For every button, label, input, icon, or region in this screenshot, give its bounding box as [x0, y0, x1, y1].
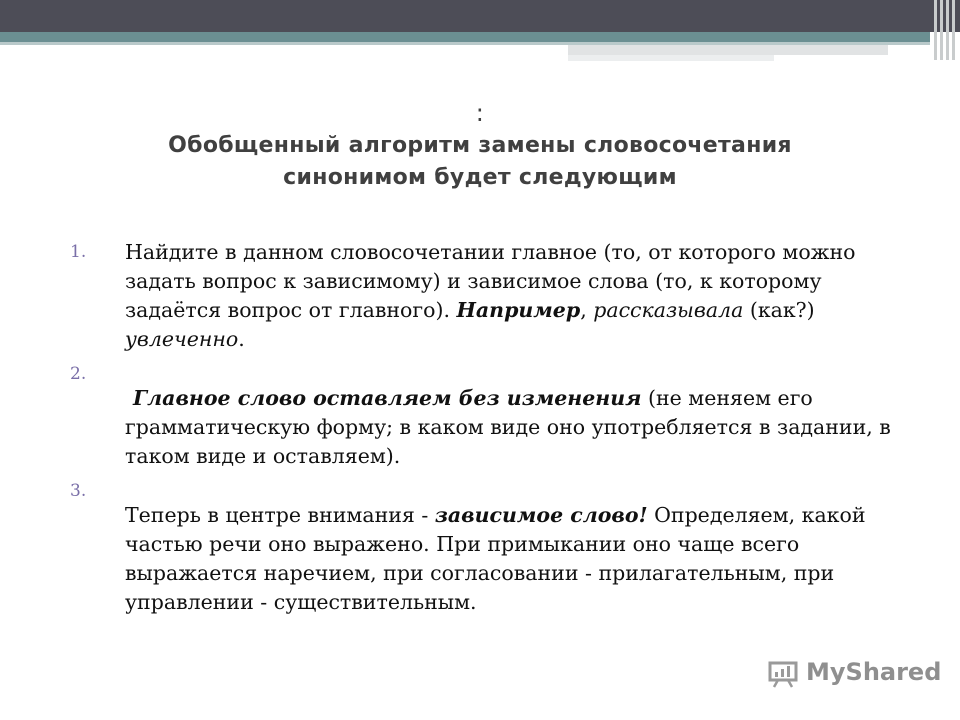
step-3-text-intro: Теперь в центре внимания - — [125, 503, 435, 527]
title-line-2: синонимом будет следующим — [283, 165, 677, 190]
right-decor-stripes — [930, 0, 960, 60]
teal-accent-band — [0, 32, 930, 42]
decor-gray-strip — [568, 45, 888, 55]
step-3-emphasis: зависимое слово! — [434, 503, 648, 527]
step-1-comma: , — [580, 298, 594, 322]
step-item-1 — [70, 238, 910, 354]
algorithm-steps-list — [70, 238, 910, 617]
projector-board-icon — [768, 660, 798, 688]
step-item-3 — [70, 477, 910, 617]
step-number-2: 2. — [70, 364, 87, 384]
top-dark-bar — [0, 0, 960, 32]
step-1-text: Найдите в данном словосочетании главное (то, от которого можно задать вопрос к зависимому) и зависимое слова (то, к которому задаётся вопрос от главного). — [125, 240, 856, 322]
step-1-question: (как?) — [743, 298, 815, 322]
step-2-text: (не меняем его грамматическую форму; в каком виде оно употребляется в задании, в таком виде и оставляем). — [125, 386, 891, 468]
decor-gray-strip-lower — [568, 55, 774, 61]
step-number-1: 1. — [70, 242, 87, 262]
title-line-1: Обобщенный алгоритм замены словосочетания — [168, 133, 792, 158]
step-1-example-dependent-word: увлеченно — [125, 327, 239, 351]
title-colon: : — [475, 99, 485, 127]
step-number-3: 3. — [70, 481, 87, 501]
watermark-text: MyShared — [806, 658, 942, 686]
step-2-emphasis: Главное слово оставляем без изменения — [133, 386, 642, 410]
slide-title — [80, 96, 880, 194]
step-1-period: . — [238, 327, 245, 351]
myshared-watermark — [768, 656, 942, 692]
step-1-example-main-word: рассказывала — [593, 298, 744, 322]
step-3-text: Определяем, какой частью речи оно выражено. При примыкании оно чаще всего выражается наречием, при согласовании - прилагательным, при управлении - существительным. — [125, 503, 866, 614]
step-1-example-label: Например — [456, 298, 581, 322]
step-item-2 — [70, 360, 910, 471]
